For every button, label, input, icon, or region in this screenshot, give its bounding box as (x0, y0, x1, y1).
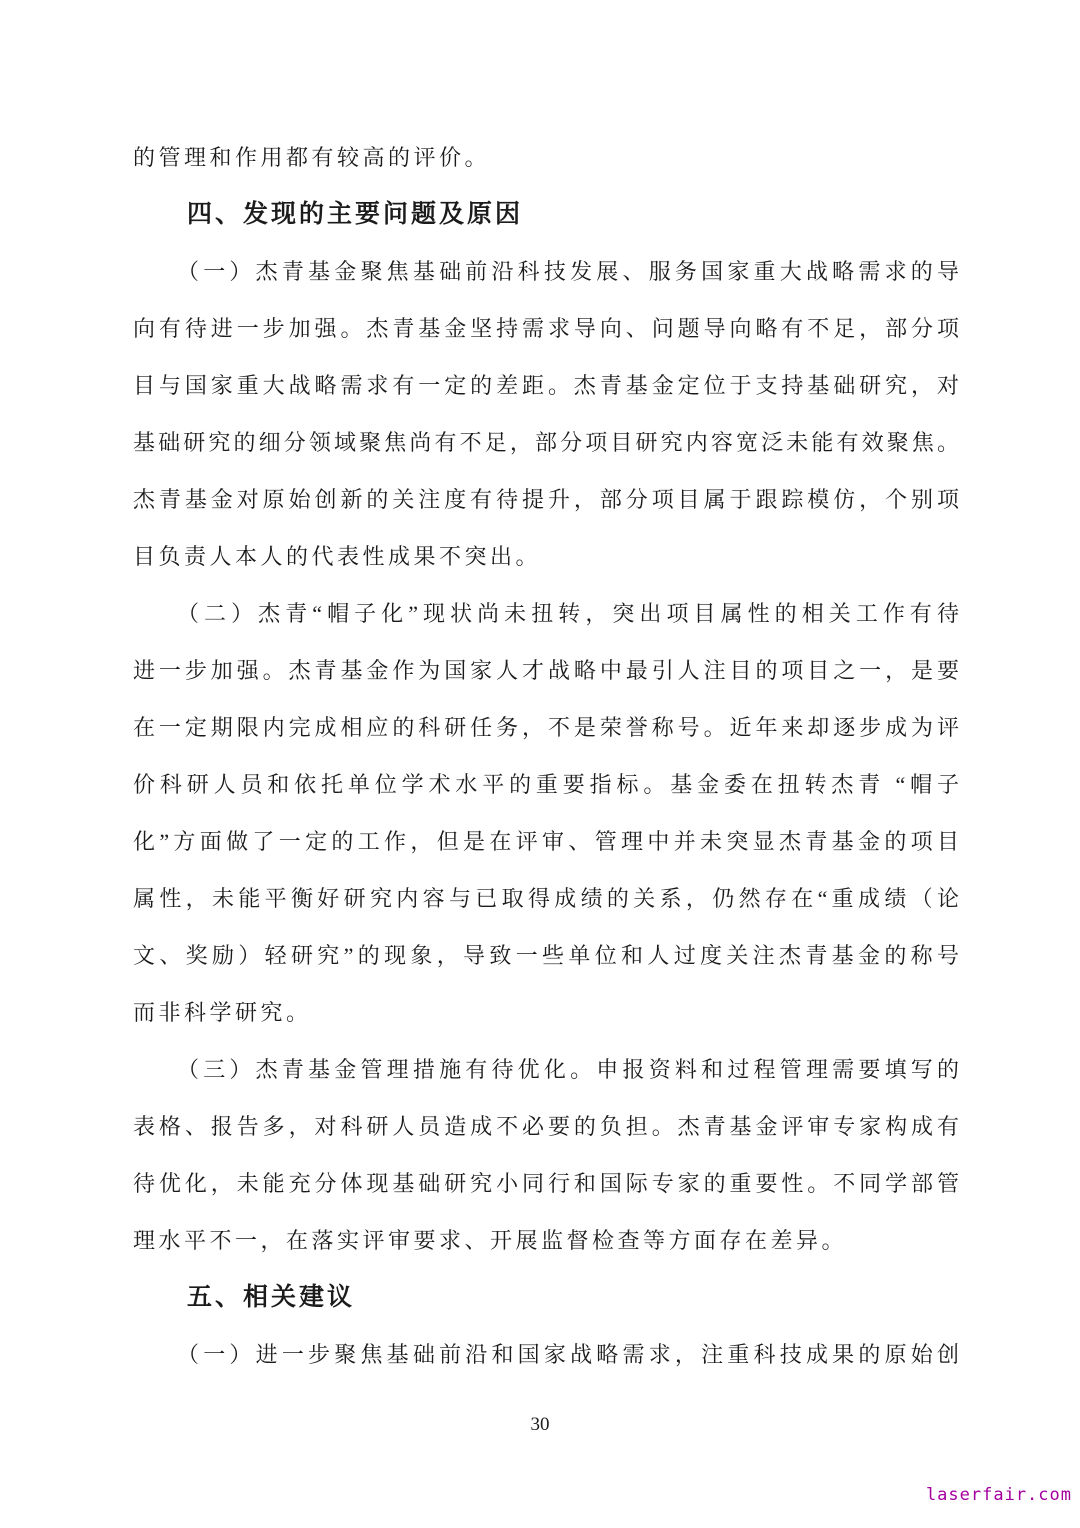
text-line: 目与国家重大战略需求有一定的差距。杰青基金定位于支持基础研究，对 (133, 373, 959, 398)
text-line: 化”方面做了一定的工作，但是在评审、管理中并未突显杰青基金的项目 (133, 829, 959, 854)
text-line: （一）杰青基金聚焦基础前沿科技发展、服务国家重大战略需求的导 (177, 259, 959, 284)
text-line: （一）进一步聚焦基础前沿和国家战略需求，注重科技成果的原始创 (177, 1342, 959, 1367)
section-heading: 四、发现的主要问题及原因 (187, 200, 524, 228)
text-line: 价科研人员和依托单位学术水平的重要指标。基金委在扭转杰青 “帽子 (133, 772, 959, 797)
text-line: 基础研究的细分领域聚焦尚有不足，部分项目研究内容宽泛未能有效聚焦。 (133, 430, 959, 455)
text-line: （三）杰青基金管理措施有待优化。申报资料和过程管理需要填写的 (177, 1057, 959, 1082)
text-line: 在一定期限内完成相应的科研任务，不是荣誉称号。近年来却逐步成为评 (133, 715, 959, 740)
text-line: （二）杰青“帽子化”现状尚未扭转，突出项目属性的相关工作有待 (177, 601, 959, 626)
text-line: 杰青基金对原始创新的关注度有待提升，部分项目属于跟踪模仿，个别项 (133, 487, 959, 512)
document-body (133, 129, 959, 1383)
text-line: 理水平不一，在落实评审要求、开展监督检查等方面存在差异。 (133, 1228, 848, 1253)
text-line: 属性，未能平衡好研究内容与已取得成绩的关系，仍然存在“重成绩（论 (133, 886, 959, 911)
text-line: 而非科学研究。 (133, 1000, 312, 1025)
text-line: 向有待进一步加强。杰青基金坚持需求导向、问题导向略有不足，部分项 (133, 316, 959, 341)
text-line: 文、奖励）轻研究”的现象，导致一些单位和人过度关注杰青基金的称号 (133, 943, 959, 968)
text-line: 表格、报告多，对科研人员造成不必要的负担。杰青基金评审专家构成有 (133, 1114, 959, 1139)
text-line: 待优化，未能充分体现基础研究小同行和国际专家的重要性。不同学部管 (133, 1171, 959, 1196)
watermark: laserfair.com (925, 1485, 1072, 1505)
page-number: 30 (530, 1414, 550, 1435)
section-heading: 五、相关建议 (187, 1283, 356, 1311)
text-line: 目负责人本人的代表性成果不突出。 (133, 544, 542, 569)
text-line: 进一步加强。杰青基金作为国家人才战略中最引人注目的项目之一，是要 (133, 658, 959, 683)
text-line: 的管理和作用都有较高的评价。 (133, 145, 491, 170)
